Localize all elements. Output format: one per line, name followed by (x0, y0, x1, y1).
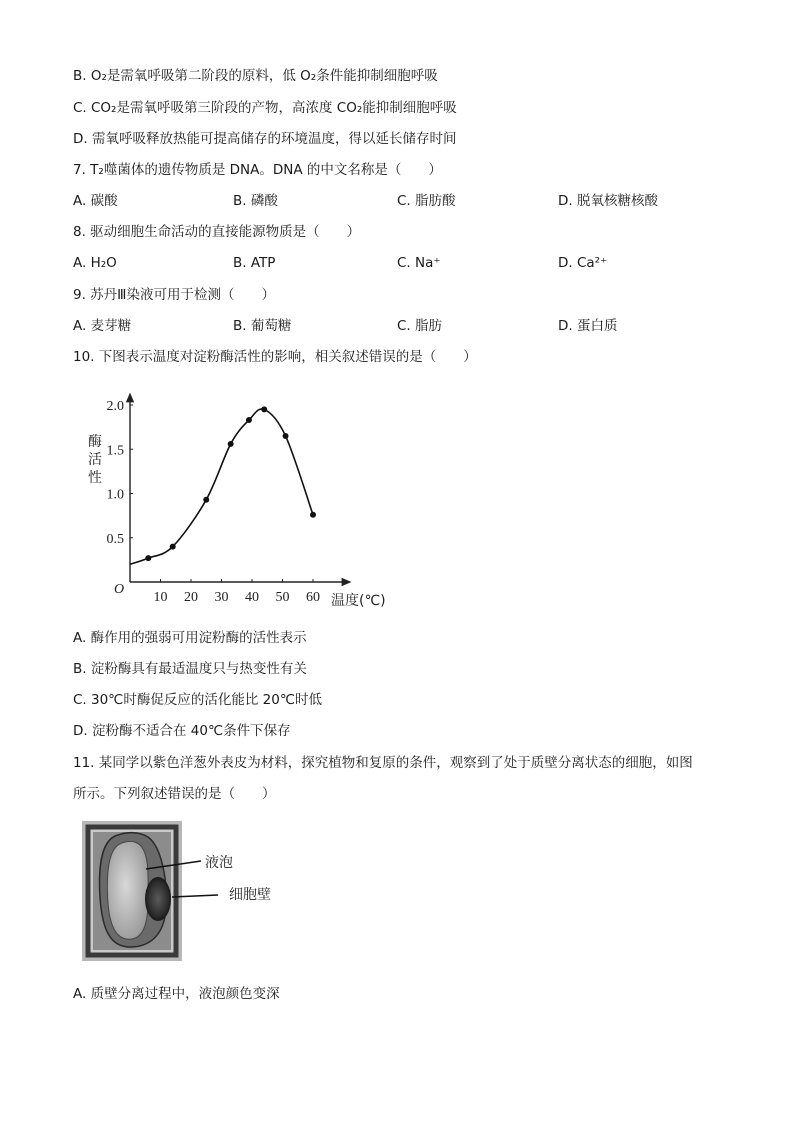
q7-option-c: C. 脂肪酸 (397, 193, 456, 209)
q9-option-b: B. 葡萄糖 (233, 318, 292, 334)
q10-option-c: C. 30℃时酶促反应的活化能比 20℃时低 (73, 692, 322, 708)
data-point (283, 433, 289, 439)
data-point (203, 497, 209, 503)
data-point (228, 441, 234, 447)
vacuole-label: 液泡 (205, 855, 233, 871)
q8-option-c: C. Na⁺ (397, 255, 441, 271)
x-tick-label: 40 (245, 590, 259, 605)
question-7: 7. T₂噬菌体的遗传物质是 DNA。DNA 的中文名称是（ ） (73, 162, 442, 178)
question-11-line-2: 所示。下列叙述错误的是（ ） (73, 786, 276, 802)
x-tick-label: 60 (306, 590, 320, 605)
x-tick-label: 20 (184, 590, 198, 605)
nucleus (145, 877, 171, 921)
x-tick-label: 10 (153, 590, 168, 605)
data-point (310, 512, 316, 518)
q9-option-d: D. 蛋白质 (558, 318, 618, 334)
q7-option-b: B. 磷酸 (233, 193, 278, 209)
q10-option-b: B. 淀粉酶具有最适温度只与热变性有关 (73, 661, 307, 677)
x-tick-label: 30 (214, 590, 229, 605)
q8-option-b: B. ATP (233, 255, 276, 271)
q11-option-a: A. 质壁分离过程中，液泡颜色变深 (73, 986, 280, 1002)
question-11-line-1: 11. 某同学以紫色洋葱外表皮为材料，探究植物和复原的条件，观察到了处于质壁分离状态的细胞，如图 (73, 755, 693, 771)
question-9: 9. 苏丹Ⅲ染液可用于检测（ ） (73, 287, 275, 303)
data-point (246, 417, 252, 423)
q6-option-c: C. CO₂是需氧呼吸第三阶段的产物，高浓度 CO₂能抑制细胞呼吸 (73, 100, 457, 116)
vacuole (107, 841, 148, 939)
data-point (170, 544, 176, 550)
x-axis-label: 温度(℃) (331, 593, 386, 609)
origin-label: O (114, 582, 125, 597)
y-tick-label: 1.5 (106, 443, 124, 459)
q7-option-a: A. 碳酸 (73, 193, 118, 209)
q7-option-d: D. 脱氧核糖核酸 (558, 193, 658, 209)
q6-option-d: D. 需氧呼吸释放热能可提高储存的环境温度，得以延长储存时间 (73, 131, 457, 147)
q9-option-a: A. 麦芽糖 (73, 318, 132, 334)
q8-option-a: A. H₂O (73, 255, 117, 271)
y-tick-label: 0.5 (106, 531, 124, 547)
question-10: 10. 下图表示温度对淀粉酶活性的影响，相关叙述错误的是（ ） (73, 349, 477, 365)
q10-option-d: D. 淀粉酶不适合在 40℃条件下保存 (73, 723, 291, 739)
data-point (145, 555, 151, 561)
question-8: 8. 驱动细胞生命活动的直接能源物质是（ ） (73, 224, 361, 240)
q9-option-c: C. 脂肪 (397, 318, 443, 334)
q8-option-d: D. Ca²⁺ (558, 255, 608, 271)
y-tick-label: 1.0 (106, 487, 124, 503)
cell-wall-label: 细胞壁 (229, 887, 271, 903)
q10-option-a: A. 酶作用的强弱可用淀粉酶的活性表示 (73, 630, 307, 646)
enzyme-activity-chart (70, 386, 400, 616)
data-point (261, 406, 267, 412)
y-axis-label: 酶 活 性 (88, 434, 102, 486)
activity-curve (130, 409, 313, 564)
plasmolysis-cell-figure (78, 817, 288, 967)
y-tick-label: 2.0 (106, 399, 124, 414)
q6-option-b: B. O₂是需氧呼吸第二阶段的原料，低 O₂条件能抑制细胞呼吸 (73, 68, 438, 84)
x-tick-label: 50 (275, 590, 290, 605)
